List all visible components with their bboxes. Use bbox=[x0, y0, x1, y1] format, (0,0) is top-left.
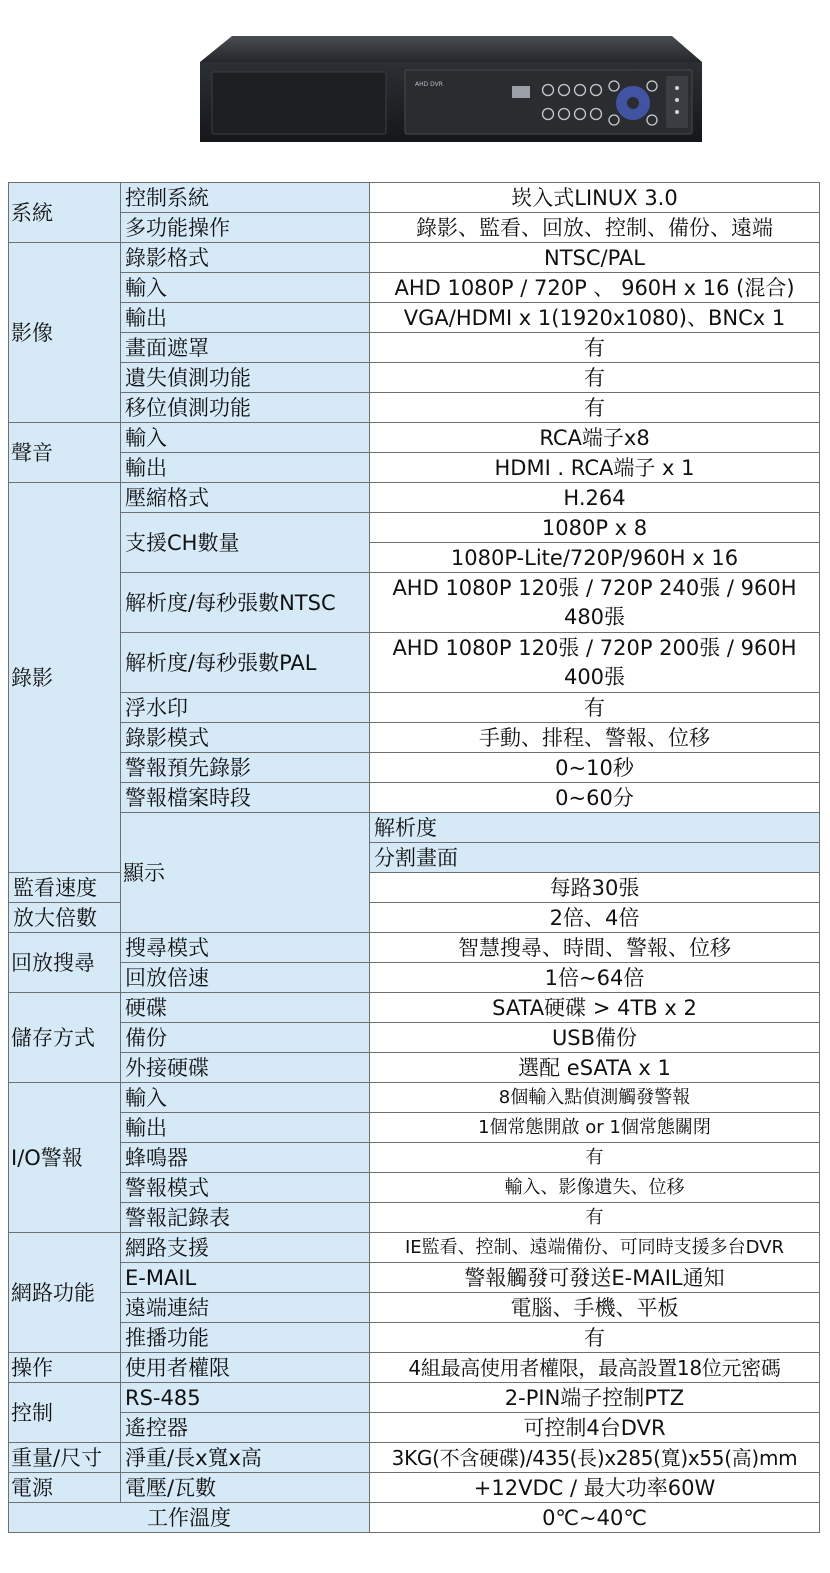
spec-category: 影像 bbox=[9, 243, 121, 423]
spec-value: AHD 1080P 120張 / 720P 240張 / 960H 480張 bbox=[370, 573, 820, 633]
spec-item: 輸出 bbox=[121, 303, 370, 333]
spec-category: 網路功能 bbox=[9, 1233, 121, 1353]
spec-item: 輸出 bbox=[121, 1113, 370, 1143]
spec-row bbox=[9, 1113, 820, 1143]
spec-item: RS-485 bbox=[121, 1383, 370, 1413]
spec-value: SATA硬碟 > 4TB x 2 bbox=[370, 993, 820, 1023]
spec-value: 0~10秒 bbox=[370, 753, 820, 783]
spec-value: 1080P x 8 bbox=[370, 513, 820, 543]
spec-value: 2-PIN端子控制PTZ bbox=[370, 1383, 820, 1413]
spec-value: 有 bbox=[370, 393, 820, 423]
spec-item: 解析度 bbox=[370, 813, 820, 843]
spec-value: 1個常態開啟 or 1個常態關閉 bbox=[370, 1113, 820, 1143]
spec-row bbox=[9, 1323, 820, 1353]
spec-value: H.264 bbox=[370, 483, 820, 513]
spec-item: 畫面遮罩 bbox=[121, 333, 370, 363]
spec-item: 使用者權限 bbox=[121, 1353, 370, 1383]
spec-category: 操作 bbox=[9, 1353, 121, 1383]
spec-value: 每路30張 bbox=[370, 873, 820, 903]
spec-value: USB備份 bbox=[370, 1023, 820, 1053]
spec-row bbox=[9, 1383, 820, 1413]
spec-value: 1080P-Lite/720P/960H x 16 bbox=[370, 543, 820, 573]
spec-item: 移位偵測功能 bbox=[121, 393, 370, 423]
spec-row bbox=[9, 633, 820, 693]
spec-row bbox=[9, 1083, 820, 1113]
spec-value: 智慧搜尋、時間、警報、位移 bbox=[370, 933, 820, 963]
spec-row bbox=[9, 1143, 820, 1173]
spec-row bbox=[9, 1173, 820, 1203]
dvr-product-photo bbox=[0, 0, 830, 180]
spec-value: 電腦、手機、平板 bbox=[370, 1293, 820, 1323]
spec-value: HDMI . RCA端子 x 1 bbox=[370, 453, 820, 483]
spec-item: 壓縮格式 bbox=[121, 483, 370, 513]
spec-item: 硬碟 bbox=[121, 993, 370, 1023]
spec-value: IE監看、控制、遠端備份、可同時支援多台DVR bbox=[370, 1233, 820, 1263]
spec-item: 回放倍速 bbox=[121, 963, 370, 993]
spec-value: 警報觸發可發送E-MAIL通知 bbox=[370, 1263, 820, 1293]
spec-row bbox=[9, 783, 820, 813]
spec-row bbox=[9, 1293, 820, 1323]
spec-value: 3KG(不含硬碟)/435(長)x285(寬)x55(高)mm bbox=[370, 1443, 820, 1473]
spec-category: 錄影 bbox=[9, 483, 121, 873]
spec-item: 警報預先錄影 bbox=[121, 753, 370, 783]
spec-value: 有 bbox=[370, 1143, 820, 1173]
spec-item: 警報檔案時段 bbox=[121, 783, 370, 813]
spec-item: 輸入 bbox=[121, 423, 370, 453]
spec-value: 有 bbox=[370, 1203, 820, 1233]
spec-row bbox=[9, 273, 820, 303]
brand-logo: AHD DVR bbox=[415, 81, 443, 88]
spec-row bbox=[9, 1473, 820, 1503]
spec-category: 重量/尺寸 bbox=[9, 1443, 121, 1473]
spec-item: 淨重/長x寬x高 bbox=[121, 1443, 370, 1473]
spec-value: 崁入式LINUX 3.0 bbox=[370, 183, 820, 213]
spec-item: 警報記錄表 bbox=[121, 1203, 370, 1233]
spec-value: 輸入、影像遺失、位移 bbox=[370, 1173, 820, 1203]
spec-row bbox=[9, 303, 820, 333]
spec-table bbox=[8, 182, 820, 1533]
spec-item: 工作溫度 bbox=[9, 1503, 370, 1533]
spec-item: 遠端連結 bbox=[121, 1293, 370, 1323]
spec-value: RCA端子x8 bbox=[370, 423, 820, 453]
spec-value: AHD 1080P / 720P 、 960H x 16 (混合) bbox=[370, 273, 820, 303]
spec-row bbox=[9, 453, 820, 483]
spec-row bbox=[9, 213, 820, 243]
spec-row bbox=[9, 1443, 820, 1473]
spec-value: 有 bbox=[370, 363, 820, 393]
spec-row bbox=[9, 693, 820, 723]
spec-item: 控制系統 bbox=[121, 183, 370, 213]
spec-row bbox=[9, 723, 820, 753]
spec-row bbox=[9, 753, 820, 783]
spec-value: NTSC/PAL bbox=[370, 243, 820, 273]
spec-value: 選配 eSATA x 1 bbox=[370, 1053, 820, 1083]
spec-row bbox=[9, 963, 820, 993]
spec-row bbox=[9, 1353, 820, 1383]
spec-item: 支援CH數量 bbox=[121, 513, 370, 573]
spec-item: 電壓/瓦數 bbox=[121, 1473, 370, 1503]
spec-item: 輸入 bbox=[121, 273, 370, 303]
spec-item: 輸入 bbox=[121, 1083, 370, 1113]
spec-item: 輸出 bbox=[121, 453, 370, 483]
spec-row bbox=[9, 813, 820, 843]
spec-row bbox=[9, 183, 820, 213]
spec-value: 有 bbox=[370, 1323, 820, 1353]
spec-item: 解析度/每秒張數NTSC bbox=[121, 573, 370, 633]
spec-value: 錄影、監看、回放、控制、備份、遠端 bbox=[370, 213, 820, 243]
spec-item: 浮水印 bbox=[121, 693, 370, 723]
spec-item: 監看速度 bbox=[9, 873, 121, 903]
spec-category: 儲存方式 bbox=[9, 993, 121, 1083]
spec-item: 搜尋模式 bbox=[121, 933, 370, 963]
spec-item: 錄影格式 bbox=[121, 243, 370, 273]
spec-row bbox=[9, 1053, 820, 1083]
spec-category: 顯示 bbox=[121, 813, 370, 933]
spec-row bbox=[9, 1233, 820, 1263]
spec-value: 2倍、4倍 bbox=[370, 903, 820, 933]
spec-item: 放大倍數 bbox=[9, 903, 121, 933]
spec-category: 電源 bbox=[9, 1473, 121, 1503]
spec-item: E-MAIL bbox=[121, 1263, 370, 1293]
spec-row bbox=[9, 1263, 820, 1293]
spec-row bbox=[9, 333, 820, 363]
spec-row bbox=[9, 933, 820, 963]
spec-value: 4組最高使用者權限，最高設置18位元密碼 bbox=[370, 1353, 820, 1383]
spec-item: 遺失偵測功能 bbox=[121, 363, 370, 393]
spec-row bbox=[9, 423, 820, 453]
spec-category: 回放搜尋 bbox=[9, 933, 121, 993]
spec-row bbox=[9, 1503, 820, 1533]
spec-value: 0~60分 bbox=[370, 783, 820, 813]
spec-value: 可控制4台DVR bbox=[370, 1413, 820, 1443]
spec-item: 蜂鳴器 bbox=[121, 1143, 370, 1173]
spec-row bbox=[9, 993, 820, 1023]
spec-row bbox=[9, 393, 820, 423]
spec-value: +12VDC / 最大功率60W bbox=[370, 1473, 820, 1503]
spec-value: 有 bbox=[370, 333, 820, 363]
spec-value: 0℃~40℃ bbox=[370, 1503, 820, 1533]
spec-row bbox=[9, 243, 820, 273]
spec-item: 警報模式 bbox=[121, 1173, 370, 1203]
spec-item: 網路支援 bbox=[121, 1233, 370, 1263]
spec-item: 外接硬碟 bbox=[121, 1053, 370, 1083]
spec-item: 錄影模式 bbox=[121, 723, 370, 753]
spec-row bbox=[9, 1203, 820, 1233]
spec-category: I/O警報 bbox=[9, 1083, 121, 1233]
spec-row bbox=[9, 1413, 820, 1443]
spec-row bbox=[9, 513, 820, 543]
spec-item: 解析度/每秒張數PAL bbox=[121, 633, 370, 693]
spec-value: 手動、排程、警報、位移 bbox=[370, 723, 820, 753]
spec-value: AHD 1080P 120張 / 720P 200張 / 960H 400張 bbox=[370, 633, 820, 693]
spec-category: 系統 bbox=[9, 183, 121, 243]
spec-row bbox=[9, 363, 820, 393]
spec-row bbox=[9, 573, 820, 633]
spec-category: 聲音 bbox=[9, 423, 121, 483]
spec-category: 控制 bbox=[9, 1383, 121, 1443]
spec-row bbox=[9, 1023, 820, 1053]
spec-value: VGA/HDMI x 1(1920x1080)、BNCx 1 bbox=[370, 303, 820, 333]
spec-value: 1倍~64倍 bbox=[370, 963, 820, 993]
spec-item: 備份 bbox=[121, 1023, 370, 1053]
spec-row bbox=[9, 483, 820, 513]
spec-item: 多功能操作 bbox=[121, 213, 370, 243]
spec-item: 遙控器 bbox=[121, 1413, 370, 1443]
spec-item: 推播功能 bbox=[121, 1323, 370, 1353]
spec-value: 8個輸入點偵測觸發警報 bbox=[370, 1083, 820, 1113]
spec-item: 分割畫面 bbox=[370, 843, 820, 873]
spec-value: 有 bbox=[370, 693, 820, 723]
